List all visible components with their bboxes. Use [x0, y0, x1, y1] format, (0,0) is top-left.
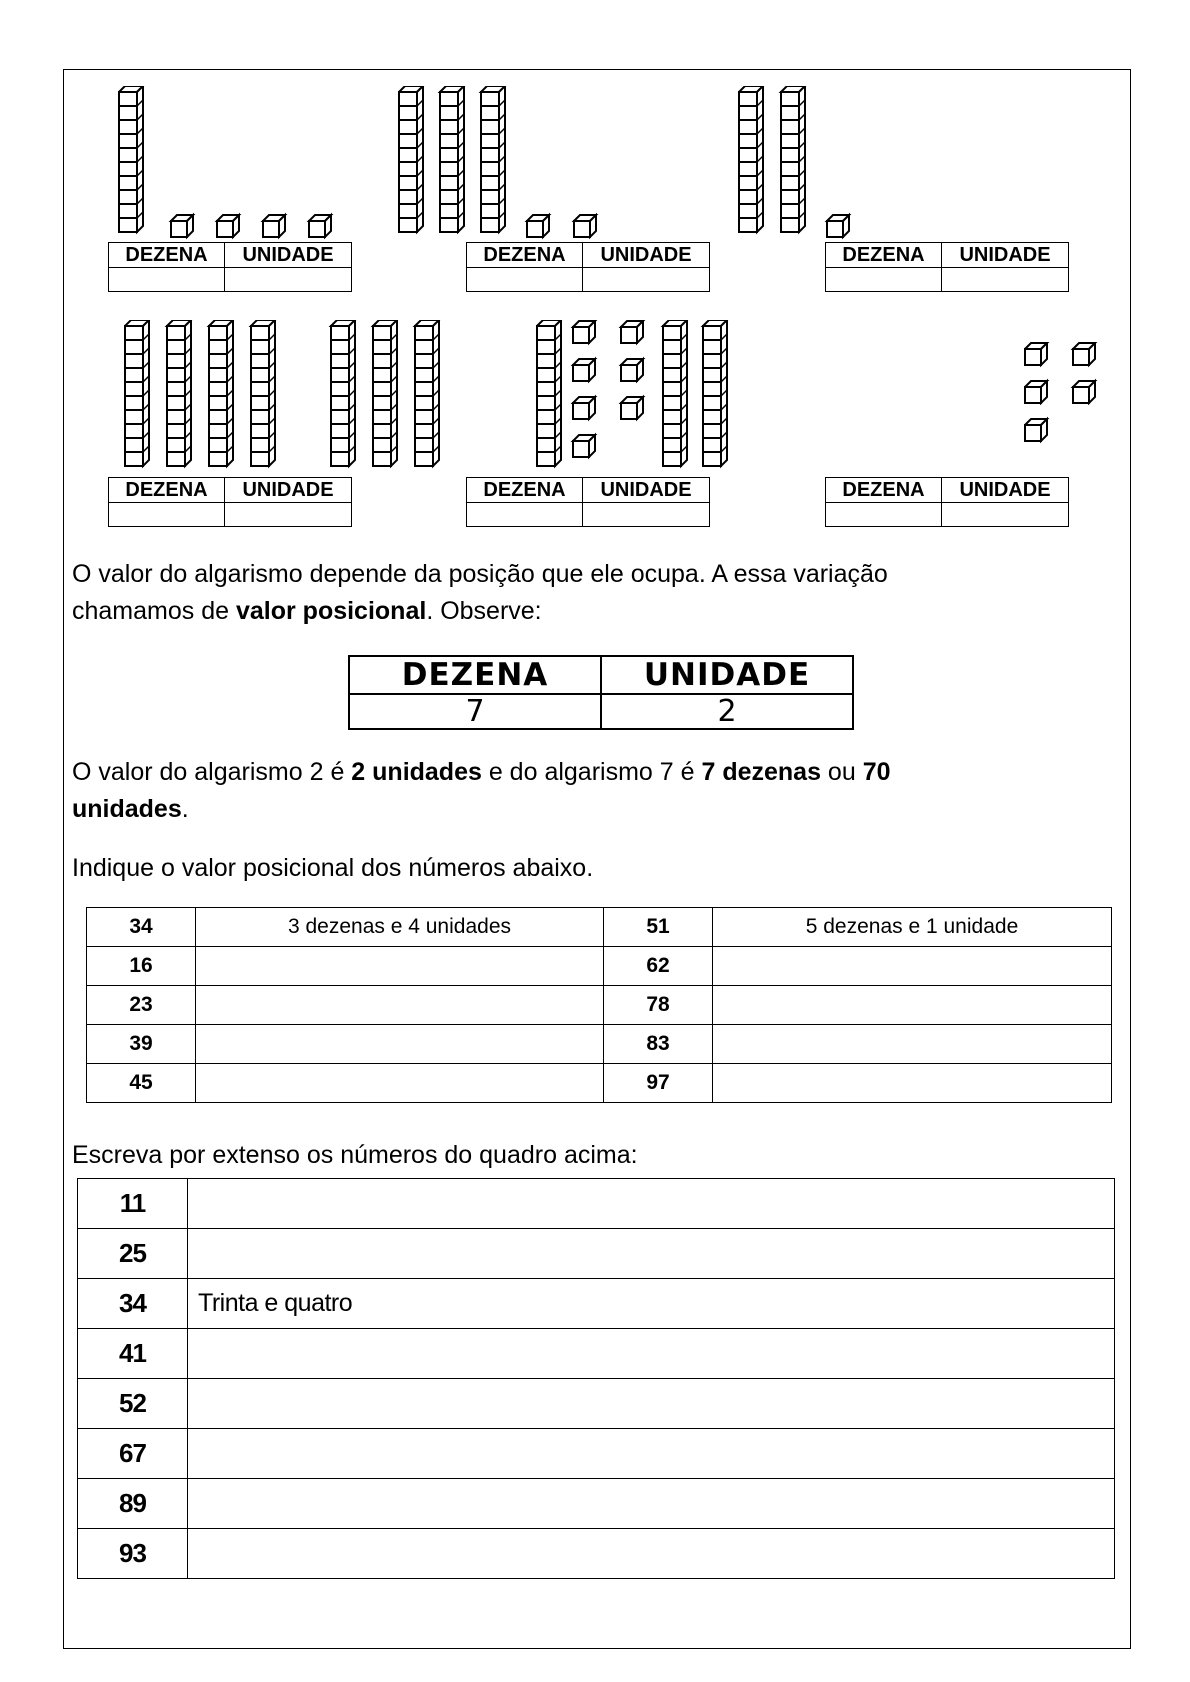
- number-cell: 34: [87, 908, 196, 947]
- unit-cube: [621, 397, 643, 419]
- instruction-place-value: Indique o valor posicional dos números abaixo.: [72, 854, 594, 882]
- ten-rod: [440, 86, 464, 232]
- answer-cell[interactable]: [196, 986, 604, 1025]
- number-cell: 45: [87, 1064, 196, 1103]
- blocks-set-2: [398, 86, 608, 240]
- words-answer-cell[interactable]: [188, 1229, 1115, 1279]
- tens-label: DEZENA: [109, 478, 225, 503]
- answer-cell[interactable]: 3 dezenas e 4 unidades: [196, 908, 604, 947]
- ten-rod: [481, 86, 505, 232]
- blocks-set-1: [118, 86, 358, 240]
- table-row: [87, 947, 1112, 986]
- blocks-set-4: [124, 320, 444, 474]
- ten-rod: [781, 86, 805, 232]
- instruction-write-words: Escreva por extenso os números do quadro acima:: [72, 1141, 638, 1169]
- tens-answer-cell[interactable]: [467, 503, 583, 527]
- unit-cube: [171, 215, 193, 237]
- ten-rod: [167, 320, 191, 466]
- intro-line-1: O valor do algarismo depende da posição que ele ocupa. A essa variação: [72, 560, 888, 588]
- number-cell: 23: [87, 986, 196, 1025]
- example-units-header: UNIDADE: [601, 656, 853, 694]
- tens-label: DEZENA: [109, 243, 225, 268]
- units-label: UNIDADE: [583, 478, 710, 503]
- ten-rod: [209, 320, 233, 466]
- number-cell: 89: [78, 1479, 188, 1529]
- words-answer-cell[interactable]: [188, 1529, 1115, 1579]
- unit-cube: [573, 359, 595, 381]
- ten-rod: [415, 320, 439, 466]
- unit-cube: [309, 215, 331, 237]
- intro-line-2-end: . Observe:: [426, 597, 542, 625]
- answer-cell[interactable]: [713, 1025, 1112, 1064]
- unit-cube: [573, 435, 595, 457]
- table-row: [78, 1179, 1115, 1229]
- unit-cube: [827, 215, 849, 237]
- units-label: UNIDADE: [942, 243, 1069, 268]
- explanation-bold: 7 dezenas: [701, 758, 821, 786]
- answer-cell[interactable]: [196, 1064, 604, 1103]
- number-cell: 78: [604, 986, 713, 1025]
- words-answer-cell[interactable]: [188, 1329, 1115, 1379]
- unit-cube: [1025, 381, 1047, 403]
- ten-rod: [119, 86, 143, 232]
- ten-rod: [739, 86, 763, 232]
- tens-answer-cell[interactable]: [109, 503, 225, 527]
- explanation-bold: unidades: [72, 795, 182, 823]
- unit-cube: [574, 215, 596, 237]
- place-table-6: [825, 477, 1069, 527]
- place-value-table: [86, 907, 1112, 1103]
- unit-cube: [1073, 343, 1095, 365]
- tens-answer-cell[interactable]: [109, 268, 225, 292]
- unit-cube: [217, 215, 239, 237]
- intro-term-bold: valor posicional: [235, 597, 427, 625]
- unit-cube: [621, 321, 643, 343]
- number-cell: 93: [78, 1529, 188, 1579]
- blocks-set-6: [1024, 342, 1104, 447]
- unit-cube: [1073, 381, 1095, 403]
- units-label: UNIDADE: [942, 478, 1069, 503]
- example-place-value-table: [348, 655, 854, 730]
- tens-answer-cell[interactable]: [467, 268, 583, 292]
- tens-answer-cell[interactable]: [826, 503, 942, 527]
- number-cell: 41: [78, 1329, 188, 1379]
- number-cell: 11: [78, 1179, 188, 1229]
- number-cell: 51: [604, 908, 713, 947]
- ten-rod: [703, 320, 727, 466]
- units-answer-cell[interactable]: [583, 503, 710, 527]
- unit-cube: [1025, 419, 1047, 441]
- place-table-2: [466, 242, 710, 292]
- explanation-text: O valor do algarismo 2 é: [72, 758, 352, 786]
- explanation-bold: 70: [862, 758, 891, 786]
- table-row: [78, 1479, 1115, 1529]
- unit-cube: [263, 215, 285, 237]
- table-row: [87, 908, 1112, 947]
- units-label: UNIDADE: [225, 478, 352, 503]
- units-answer-cell[interactable]: [942, 268, 1069, 292]
- units-answer-cell[interactable]: [225, 268, 352, 292]
- table-row: [78, 1379, 1115, 1429]
- words-answer-cell[interactable]: [188, 1179, 1115, 1229]
- number-cell: 52: [78, 1379, 188, 1429]
- answer-cell[interactable]: [196, 1025, 604, 1064]
- place-table-4: [108, 477, 352, 527]
- number-cell: 97: [604, 1064, 713, 1103]
- tens-label: DEZENA: [826, 478, 942, 503]
- table-row: [87, 1064, 1112, 1103]
- explanation-text: e do algarismo 7 é: [481, 758, 702, 786]
- ten-rod: [537, 320, 561, 466]
- table-row: [87, 986, 1112, 1025]
- intro-paragraph: [72, 556, 1092, 630]
- ten-rod: [125, 320, 149, 466]
- ten-rod: [251, 320, 275, 466]
- table-row: [78, 1229, 1115, 1279]
- place-table-3: [825, 242, 1069, 292]
- words-answer-cell[interactable]: [188, 1379, 1115, 1429]
- unit-cube: [621, 359, 643, 381]
- explanation-paragraph: [72, 754, 1092, 828]
- answer-cell[interactable]: [713, 1064, 1112, 1103]
- ten-rod: [399, 86, 423, 232]
- number-cell: 39: [87, 1025, 196, 1064]
- number-cell: 34: [78, 1279, 188, 1329]
- table-row: [87, 1025, 1112, 1064]
- units-answer-cell[interactable]: [583, 268, 710, 292]
- explanation-text: ou: [820, 758, 863, 786]
- explanation-text: .: [181, 795, 189, 823]
- unit-cube: [1025, 343, 1047, 365]
- blocks-set-5: [536, 320, 736, 474]
- intro-line-2-start: chamamos de: [72, 597, 236, 625]
- place-table-1: [108, 242, 352, 292]
- number-words-table: [77, 1178, 1115, 1579]
- number-cell: 83: [604, 1025, 713, 1064]
- tens-label: DEZENA: [826, 243, 942, 268]
- example-tens-value: 7: [349, 694, 601, 729]
- words-answer-cell[interactable]: [188, 1479, 1115, 1529]
- tens-label: DEZENA: [467, 478, 583, 503]
- unit-cube: [573, 397, 595, 419]
- ten-rod: [331, 320, 355, 466]
- explanation-bold: 2 unidades: [351, 758, 482, 786]
- words-answer-cell[interactable]: [188, 1429, 1115, 1479]
- example-units-value: 2: [601, 694, 853, 729]
- unit-cube: [527, 215, 549, 237]
- tens-answer-cell[interactable]: [826, 268, 942, 292]
- answer-cell[interactable]: [713, 947, 1112, 986]
- words-answer-cell[interactable]: Trinta e quatro: [188, 1279, 1115, 1329]
- number-cell: 67: [78, 1429, 188, 1479]
- table-row: [78, 1329, 1115, 1379]
- example-tens-header: DEZENA: [349, 656, 601, 694]
- unit-cube: [573, 321, 595, 343]
- place-table-5: [466, 477, 710, 527]
- answer-cell[interactable]: [713, 986, 1112, 1025]
- units-answer-cell[interactable]: [942, 503, 1069, 527]
- table-row: [78, 1429, 1115, 1479]
- units-label: UNIDADE: [225, 243, 352, 268]
- answer-cell[interactable]: 5 dezenas e 1 unidade: [713, 908, 1112, 947]
- blocks-set-3: [738, 86, 858, 240]
- units-label: UNIDADE: [583, 243, 710, 268]
- table-row: [78, 1279, 1115, 1329]
- number-cell: 62: [604, 947, 713, 986]
- number-cell: 25: [78, 1229, 188, 1279]
- units-answer-cell[interactable]: [225, 503, 352, 527]
- ten-rod: [663, 320, 687, 466]
- number-cell: 16: [87, 947, 196, 986]
- table-row: [78, 1529, 1115, 1579]
- ten-rod: [373, 320, 397, 466]
- tens-label: DEZENA: [467, 243, 583, 268]
- answer-cell[interactable]: [196, 947, 604, 986]
